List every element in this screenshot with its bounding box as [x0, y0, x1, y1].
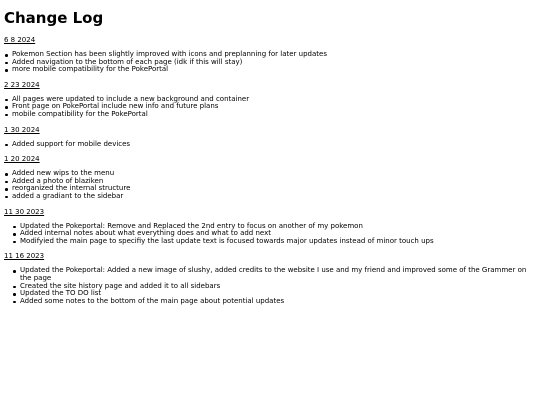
- list-item: Created the site history page and added it to all sidebars: [20, 283, 536, 291]
- page-title: Change Log: [4, 9, 104, 27]
- list-item: Pokemon Section has been slightly improved with icons and preplanning for later updates: [12, 51, 536, 59]
- entry-list: [4, 141, 536, 149]
- list-item: Updated the Pokeportal: Added a new image of slushy, added credits to the website I use and my friend and improved some of the Grammer on the page: [20, 267, 536, 282]
- list-item: Added a photo of blaziken: [12, 178, 536, 186]
- list-item: mobile compatibility for the PokePortal: [12, 111, 536, 119]
- entry-date: 1 20 2024: [4, 155, 40, 164]
- list-item: more mobile compatibility for the PokePortal: [12, 66, 536, 74]
- entry-date: 2 23 2024: [4, 80, 40, 89]
- entry-list: [4, 96, 536, 119]
- changelog-entry: [4, 36, 536, 74]
- changelog-entry: [4, 126, 536, 149]
- list-item: Updated the TO DO list: [20, 290, 536, 298]
- entry-date: 11 16 2023: [4, 252, 45, 261]
- entry-list: [4, 267, 536, 305]
- list-item: All pages were updated to include a new background and container: [12, 96, 536, 104]
- list-item: Front page on PokePortal include new info and future plans: [12, 103, 536, 111]
- list-item: Added navigation to the bottom of each page (idk if this will stay): [12, 59, 536, 67]
- list-item: Updated the Pokeportal: Remove and Replaced the 2nd entry to focus on another of my pokemon: [20, 223, 536, 231]
- list-item: Added internal notes about what everything does and what to add next: [20, 230, 536, 238]
- list-item: Added support for mobile devices: [12, 141, 536, 149]
- entry-date: 11 30 2023: [4, 207, 45, 216]
- changelog-entry: [4, 252, 536, 305]
- entry-list: [4, 223, 536, 246]
- entry-date: 1 30 2024: [4, 125, 40, 134]
- list-item: reorganized the internal structure: [12, 185, 536, 193]
- list-item: Added some notes to the bottom of the main page about potential updates: [20, 298, 536, 306]
- entry-date: 6 8 2024: [4, 36, 36, 44]
- list-item: Added new wips to the menu: [12, 170, 536, 178]
- list-item: Modifyied the main page to specifiy the last update text is focused towards major updates instead of minor touch ups: [20, 238, 536, 246]
- entry-list: [4, 170, 536, 200]
- changelog-entry: [4, 81, 536, 119]
- entry-list: [4, 51, 536, 74]
- changelog-entry: [4, 208, 536, 246]
- changelog-entry: [4, 155, 536, 200]
- list-item: added a gradiant to the sidebar: [12, 193, 536, 201]
